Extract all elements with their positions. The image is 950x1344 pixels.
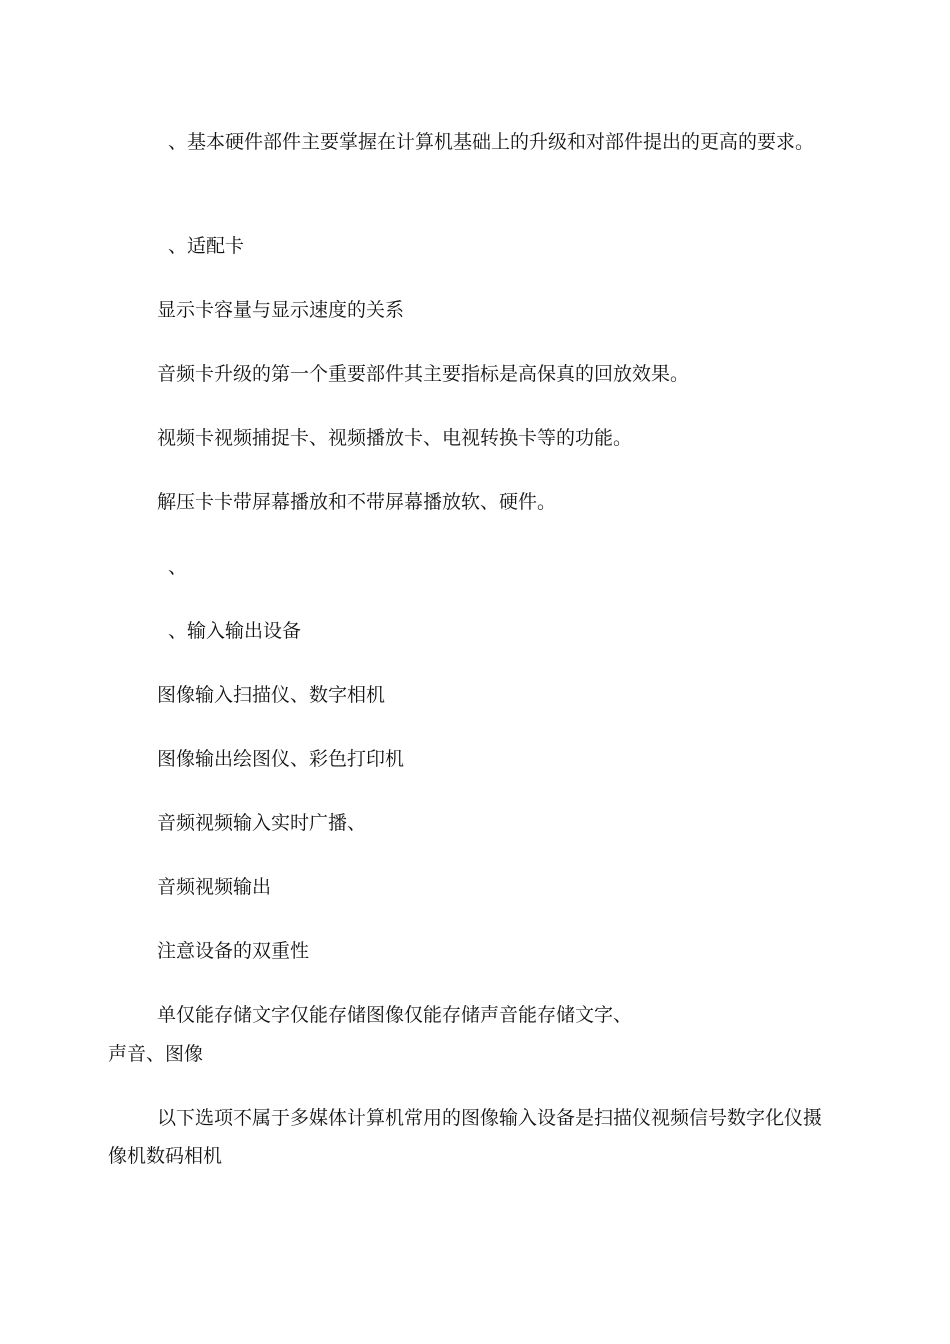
paragraph-av-input: 音频视频输入实时广播、	[157, 812, 367, 834]
paragraph-basic-hardware: 、基本硬件部件主要掌握在计算机基础上的升级和对部件提出的更高的要求。	[168, 131, 815, 153]
paragraph-question-image-input: 以下选项不属于多媒体计算机常用的图像输入设备是扫描仪视频信号数字化仪摄像机数码相机	[108, 1107, 823, 1167]
paragraph-av-output: 音频视频输出	[157, 876, 272, 898]
paragraph-empty-item: 、	[168, 556, 188, 578]
heading-io-devices: 、输入输出设备	[168, 620, 302, 642]
paragraph-decompression-card: 解压卡卡带屏幕播放和不带屏幕播放软、硬件。	[157, 491, 557, 513]
paragraph-device-duality: 注意设备的双重性	[157, 940, 310, 962]
paragraph-storage-options: 单仅能存储文字仅能存储图像仅能存储声音能存储文字、	[157, 1004, 633, 1026]
paragraph-storage-options-continued: 声音、图像	[108, 1043, 204, 1065]
heading-adapter-cards: 、适配卡	[168, 235, 245, 257]
paragraph-audio-card: 音频卡升级的第一个重要部件其主要指标是高保真的回放效果。	[157, 363, 690, 385]
paragraph-image-input: 图像输入扫描仪、数字相机	[157, 684, 386, 706]
paragraph-display-card: 显示卡容量与显示速度的关系	[157, 299, 405, 321]
paragraph-image-output: 图像输出绘图仪、彩色打印机	[157, 748, 405, 770]
paragraph-video-card: 视频卡视频捕捉卡、视频播放卡、电视转换卡等的功能。	[157, 427, 633, 449]
